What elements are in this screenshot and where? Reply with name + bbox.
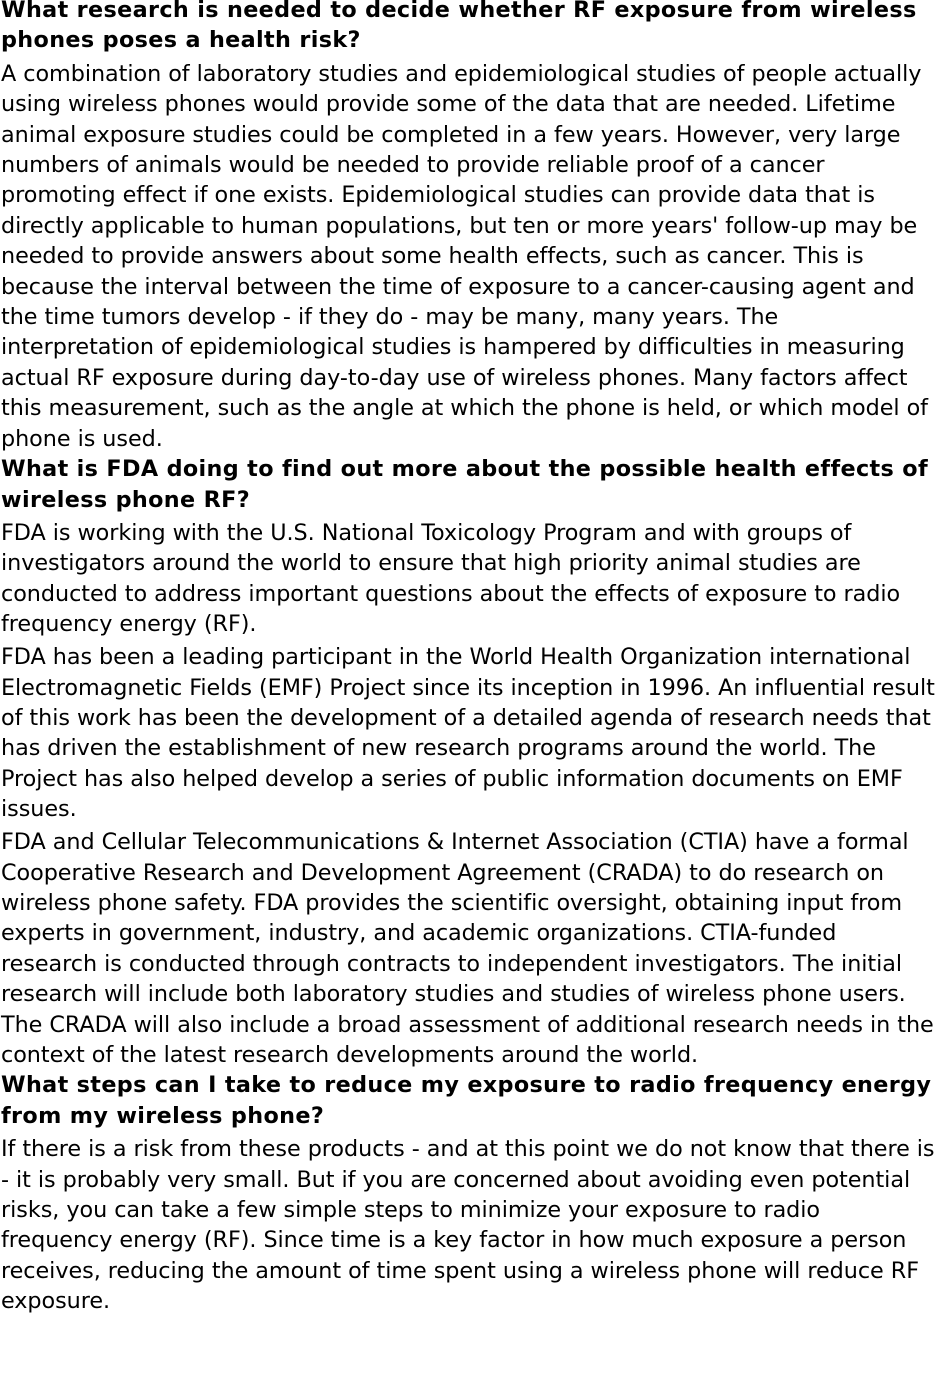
section-heading: What is FDA doing to find out more about the possible health effects of wireless phone RF? — [1, 456, 929, 513]
paragraph: A combination of laboratory studies and epidemiological studies of people actually using wireless phones would provide some of the data that are needed. Lifetime animal exposure studies could be completed in a few years. However, very large numbers of animals would be needed to provide reliable proof of a cancer promoting effect if one exists. Epidemiological studies can provide data that is directly applicable to human populations, but ten or more years' follow-up may be needed to provide answers about some health effects, such as cancer. This is because the interval between the time of exposure to a cancer-causing agent and the time tumors develop - if they do - may be many, many years. The interpretation of epidemiological studies is hampered by difficulties in measuring actual RF exposure during day-to-day use of wireless phones. Many factors affect this measurement, such as the angle at which the phone is held, or which model of phone is used. — [1, 60, 928, 452]
paragraph: FDA is working with the U.S. National Toxicology Program and with groups of investigators around the world to ensure that high priority animal studies are conducted to address important questions about the effects of exposure to radio frequency energy (RF). — [1, 519, 901, 638]
paragraph: If there is a risk from these products - and at this point we do not know that there is - it is probably very small. But if you are concerned about avoiding even potential risks, you can take a few simple steps to minimize your exposure to radio frequency energy (RF). Since time is a key factor in how much exposure a person receives, reducing the amount of time spent using a wireless phone will reduce RF exposure. — [1, 1136, 935, 1315]
section-heading: What research is needed to decide whether RF exposure from wireless phones poses a health risk? — [1, 0, 917, 54]
section-research-needed — [1, 0, 937, 454]
section-fda-doing — [1, 454, 937, 1070]
section-heading: What steps can I take to reduce my exposure to radio frequency energy from my wireless phone? — [1, 1072, 932, 1129]
section-reduce-exposure — [1, 1070, 937, 1316]
paragraph: FDA and Cellular Telecommunications & Internet Association (CTIA) have a formal Cooperative Research and Development Agreement (CRADA) to do research on wireless phone safety. FDA provides the scientific oversight, obtaining input from experts in government, industry, and academic organizations. CTIA-funded research is conducted through contracts to independent investigators. The initial research will include both laboratory studies and studies of wireless phone users. The CRADA will also include a broad assessment of additional research needs in the context of the latest research developments around the world. — [1, 829, 934, 1068]
paragraph: FDA has been a leading participant in the World Health Organization international Electromagnetic Fields (EMF) Project since its inception in 1996. An influential result of this work has been the development of a detailed agenda of research needs that has driven the establishment of new research programs around the world. The Project has also helped develop a series of public information documents on EMF issues. — [1, 644, 935, 823]
